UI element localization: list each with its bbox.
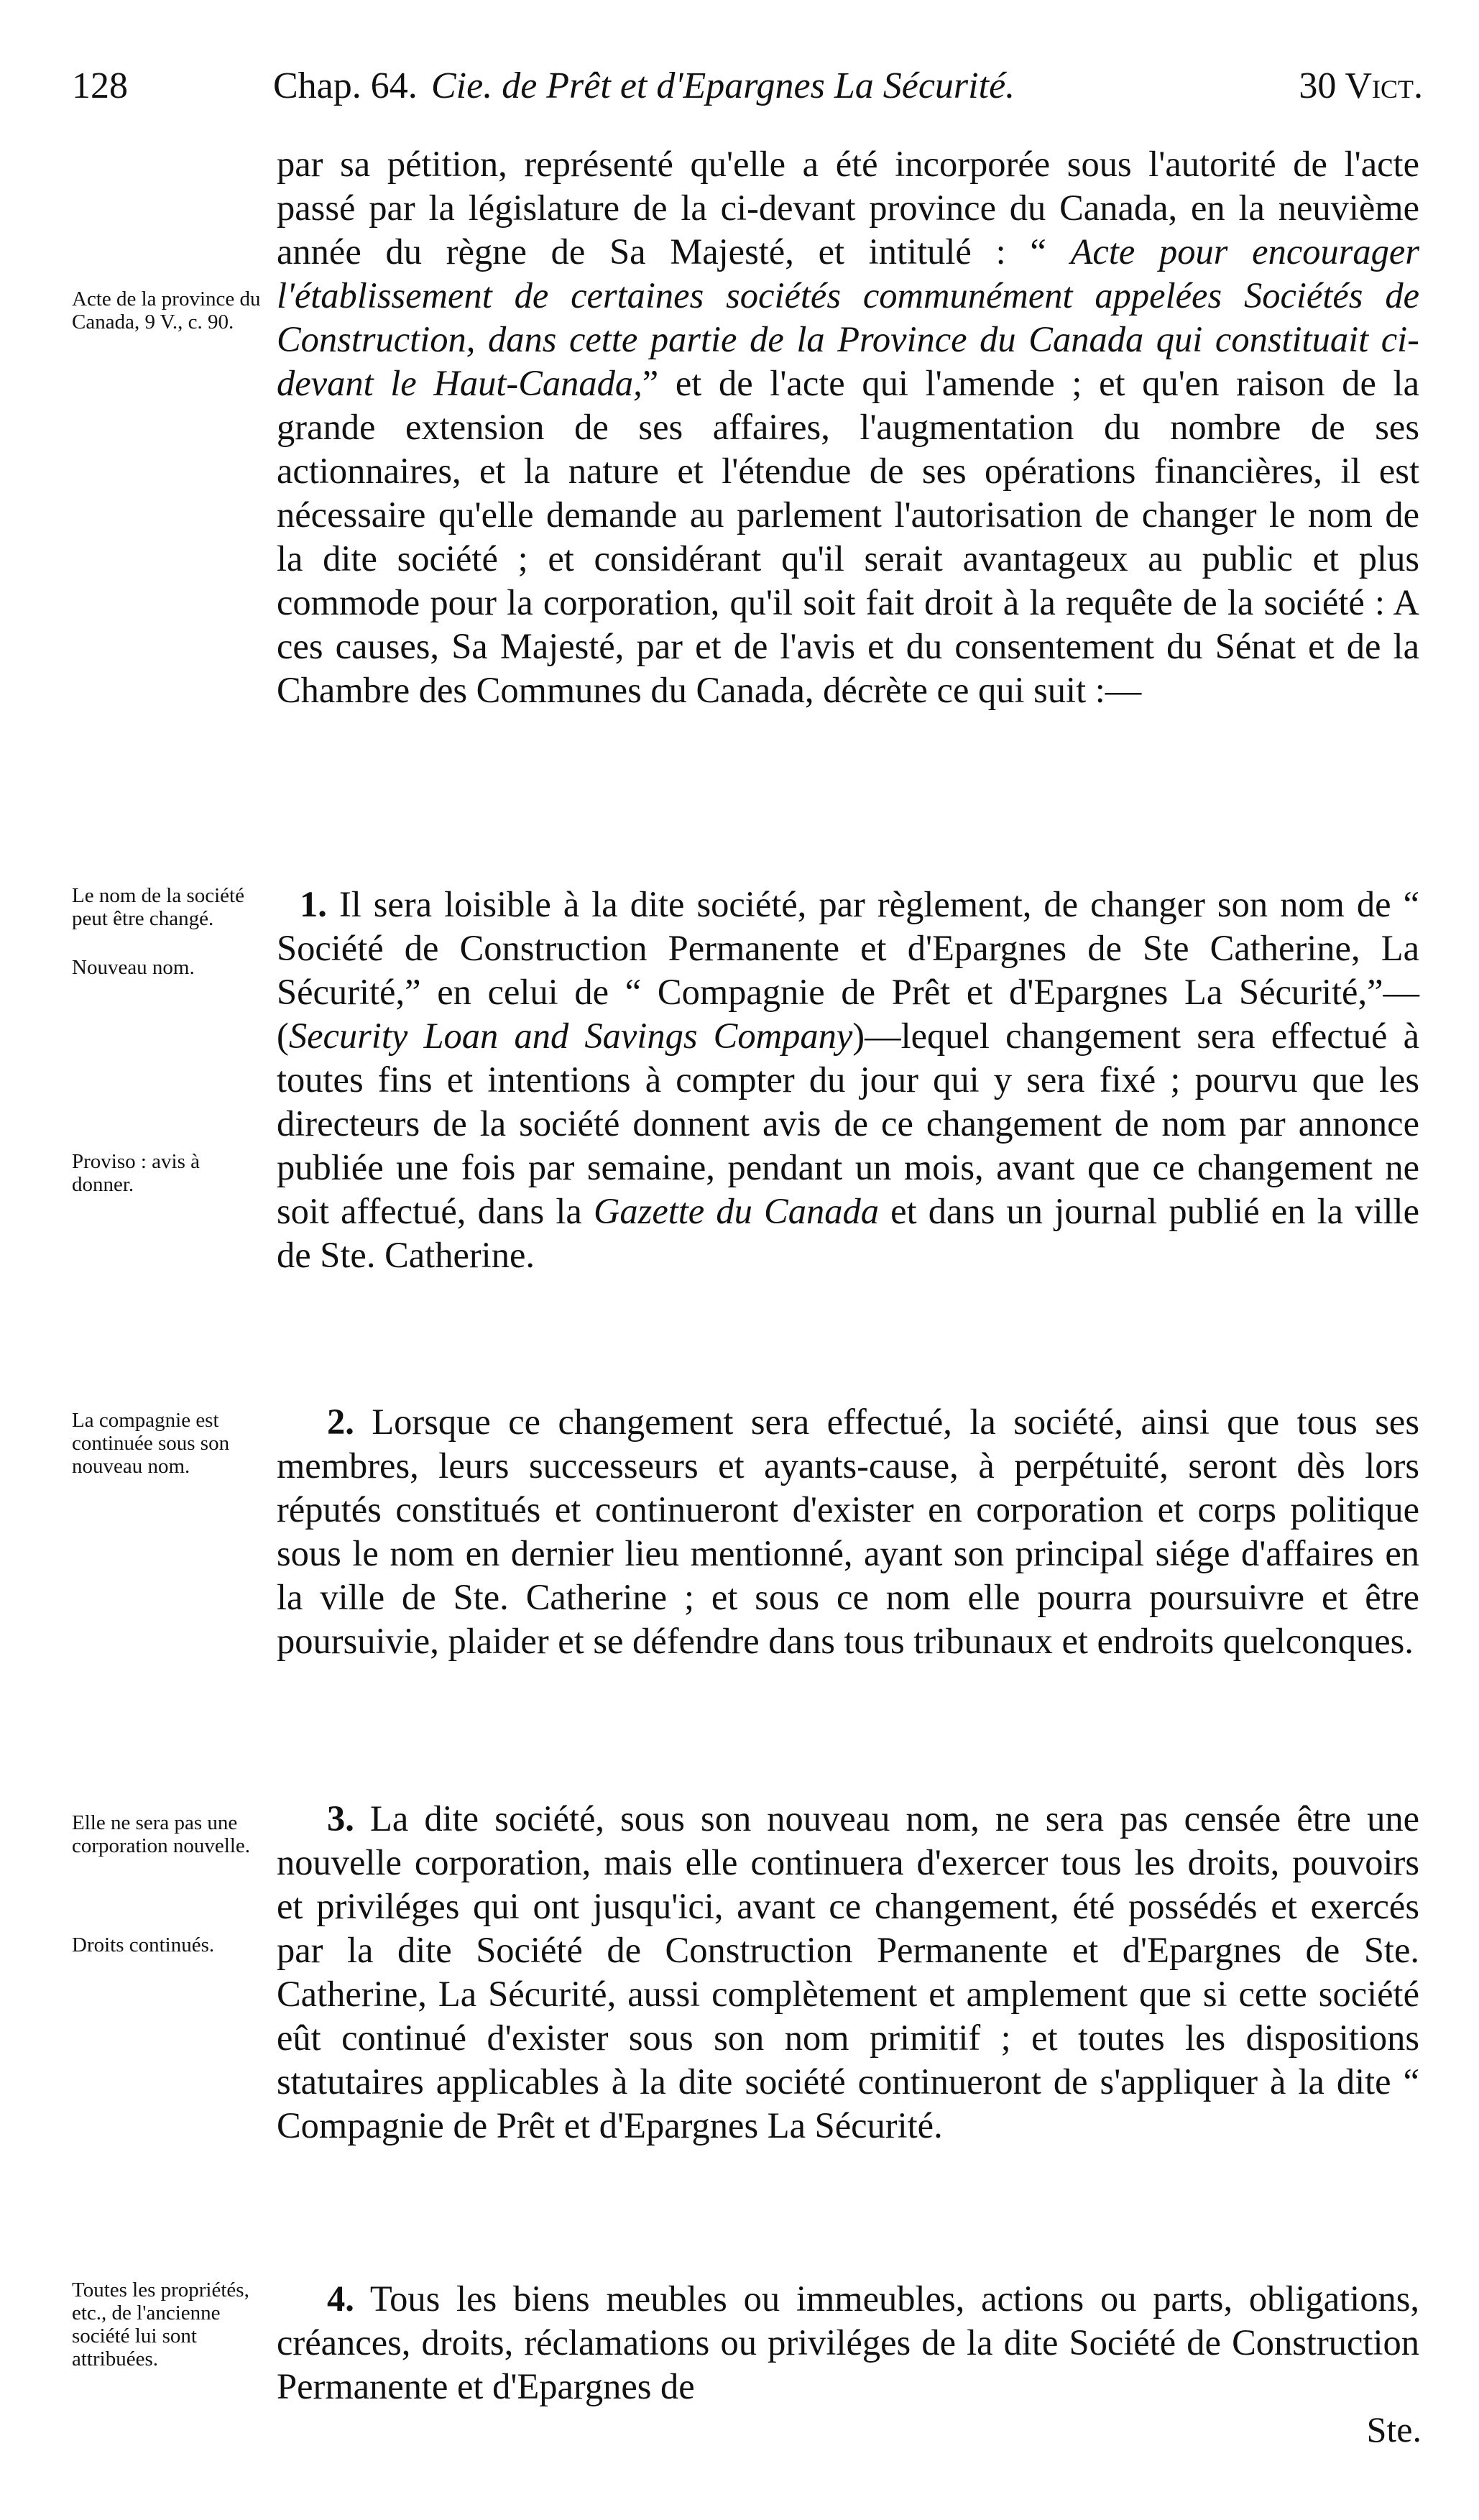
chapter-label: Chap. 64. — [273, 65, 418, 106]
margin-note-acte: Acte de la province du Canada, 9 V., c. 90. — [72, 288, 261, 334]
margin-note-continuee: La compagnie est continuée sous son nouveau nom. — [72, 1409, 230, 1478]
preamble-paragraph — [277, 142, 1419, 712]
section-1-paragraph — [277, 883, 1419, 1277]
section-1-gazette: Gazette du Canada — [593, 1191, 879, 1231]
preamble-text-2: ” et de l'acte qui l'amende ; et qu'en raison de la grande extension de ses affaires, l'augmentation du nombre de ses actionnaires, et la nature et l'étendue de ses opérations financières, il est nécessaire qu'elle demande au parlement l'autorisation de changer le nom de la dite société ; et considérant qu'il serait avantageux au public et plus commode pour la corporation, qu'il soit fait droit à la requête de la société : A ces causes, Sa Majesté, par et de l'avis et du consentement du Sénat et de la Chambre des Communes du Canada, décrète ce qui suit :— — [277, 363, 1419, 710]
section-4-paragraph — [277, 2277, 1419, 2409]
margin-note-nouveau-nom: Nouveau nom. — [72, 956, 195, 979]
section-1-english-name: Security Loan and Savings Company — [288, 1016, 853, 1056]
margin-note-pas-nouvelle: Elle ne sera pas une corporation nouvelle. — [72, 1811, 251, 1857]
section-3-number: 3. — [327, 1798, 354, 1839]
page-number: 128 — [72, 65, 128, 106]
section-1-number: 1. — [300, 884, 327, 924]
section-1-text-3: et dans un journal publié en la ville de Ste. Catherine. — [277, 1191, 1420, 1275]
running-header — [72, 58, 1423, 115]
running-title: Cie. de Prêt et d'Epargnes La Sécurité. — [431, 65, 1015, 106]
margin-note-proprietes: Toutes les propriétés, etc., de l'ancienne société lui sont attribuées. — [72, 2278, 249, 2370]
regnal-year: 30 Vict. — [1299, 65, 1423, 106]
margin-note-proviso: Proviso : avis à donner. — [72, 1150, 201, 1196]
section-3-text: La dite société, sous son nouveau nom, ne sera pas censée être une nouvelle corporation, mais elle continuera d'exercer tous les droits, pouvoirs et priviléges qui ont jusqu'ici, avant ce changement, été possédés et exercés par la dite Société de Construction Permanente et d'Epargnes de Ste. Catherine, La Sécurité, aussi complètement et amplement que si cette société eût continué d'exister sous son nom primitif ; et toutes les dispositions statutaires applicables à la dite société continueront de s'appliquer à la dite “ Compagnie de Prêt et d'Epargnes La Sécurité. — [277, 1798, 1419, 2146]
section-1-text-1: Il sera loisible à la dite société, par règlement, de changer son nom de “ Société de Construction Permanente et d'Epargnes de Ste Catherine, La Sécurité,” en celui de “ Compagnie de Prêt et d'Epargnes La Sécurité,”—( — [277, 884, 1420, 1056]
section-1-text-2: )—lequel changement sera effectué à toutes fins et intentions à compter du jour qui y sera fixé ; pourvu que les directeurs de la société donnent avis de ce changement de nom par annonce publiée une fois par semaine, pendant un mois, avant que ce changement ne soit affectué, dans la — [277, 1016, 1419, 1231]
section-2-text: Lorsque ce changement sera effectué, la société, ainsi que tous ses membres, leurs successeurs et ayants-cause, à perpétuité, seront dès lors réputés constitués et continueront d'exister en corporation et corps politique sous le nom en dernier lieu mentionné, ayant son principal siége d'affaires en la ville de Ste. Catherine ; et sous ce nom elle pourra poursuivre et être poursuivie, plaider et se défendre dans tous tribunaux et endroits quelconques. — [277, 1402, 1419, 1661]
preamble-text-1: par sa pétition, représenté qu'elle a été incorporée sous l'autorité de l'acte passé par la législature de la ci-devant province du Canada, en la neuvième année du règne de Sa Majesté, et intitulé : “ — [277, 144, 1419, 272]
margin-note-nom-change: Le nom de la société peut être changé. — [72, 884, 244, 930]
section-3-paragraph — [277, 1797, 1419, 2148]
catchword: Ste. — [1366, 2409, 1422, 2450]
section-4-number: 4. — [327, 2278, 354, 2319]
section-4-text: Tous les biens meubles ou immeubles, actions ou parts, obligations, créances, droits, réclamations ou priviléges de la dite Société de Construction Permanente et d'Epargnes de — [277, 2278, 1419, 2406]
margin-note-droits: Droits continués. — [72, 1933, 215, 1956]
preamble-act-title: Acte pour encourager l'établissement de certaines sociétés communément appelées Sociétés de Construction, dans cette partie de la Province du Canada qui constituait ci-devant le Haut-Canada, — [277, 231, 1419, 403]
section-2-paragraph — [277, 1400, 1419, 1663]
section-2-number: 2. — [327, 1402, 354, 1442]
